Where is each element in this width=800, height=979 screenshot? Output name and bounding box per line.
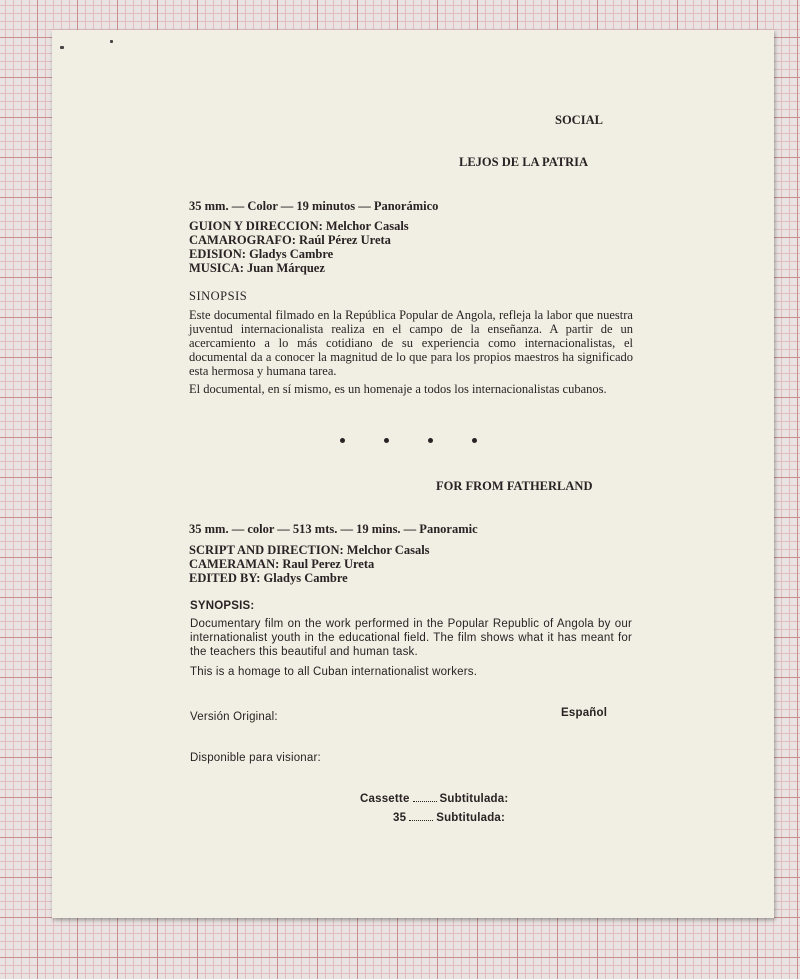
cassette-label: Cassette	[360, 793, 410, 805]
title-english: FOR FROM FATHERLAND	[436, 479, 593, 493]
dotted-leader	[413, 801, 437, 802]
category-heading: SOCIAL	[555, 113, 603, 127]
paper-mark	[60, 46, 64, 49]
section-separator	[340, 438, 490, 444]
synopsis-heading-spanish: SINOPSIS	[189, 289, 248, 303]
credit-line: CAMAROGRAFO: Raúl Pérez Ureta	[189, 233, 391, 247]
film-row	[393, 811, 505, 825]
synopsis-heading-english: SYNOPSIS:	[190, 600, 255, 612]
credit-line: EDISION: Gladys Cambre	[189, 247, 334, 261]
film-label: 35	[393, 812, 407, 824]
specs-spanish: 35 mm. — Color — 19 minutos — Panorámico	[189, 199, 439, 213]
cassette-subtitled: Subtitulada:	[439, 793, 509, 805]
available-label: Disponible para visionar:	[190, 752, 321, 764]
synopsis-paragraph-english: Documentary film on the work performed in the Popular Republic of Angola by our internationalist youth in the educational field. The film shows what it has meant for the teachers this beautiful and human task.	[190, 618, 632, 658]
paper-mark	[110, 40, 113, 43]
dotted-leader	[409, 820, 433, 821]
credit-line: SCRIPT AND DIRECTION: Melchor Casals	[189, 543, 430, 557]
separator-dot	[340, 438, 345, 443]
credit-line: EDITED BY: Gladys Cambre	[189, 571, 348, 585]
version-value: Español	[561, 707, 608, 719]
credit-line: GUION Y DIRECCION: Melchor Casals	[189, 219, 409, 233]
separator-dot	[472, 438, 477, 443]
cassette-row	[360, 792, 508, 806]
separator-dot	[384, 438, 389, 443]
separator-dot	[428, 438, 433, 443]
credit-line: MUSICA: Juan Márquez	[189, 261, 325, 275]
specs-english: 35 mm. — color — 513 mts. — 19 mins. — Panoramic	[189, 522, 478, 536]
film-subtitled: Subtitulada:	[436, 812, 506, 824]
title-spanish: LEJOS DE LA PATRIA	[459, 155, 589, 169]
synopsis-paragraph-spanish: El documental, en sí mismo, es un homenaje a todos los internacionalistas cubanos.	[189, 382, 607, 396]
synopsis-paragraph-english: This is a homage to all Cuban internationalist workers.	[190, 666, 478, 678]
document-sheet	[52, 30, 774, 918]
version-label: Versión Original:	[190, 711, 278, 723]
credit-line: CAMERAMAN: Raul Perez Ureta	[189, 557, 375, 571]
synopsis-paragraph-spanish: Este documental filmado en la República Popular de Angola, refleja la labor que nuestra juventud internacionalista realiza en el campo de la enseñanza. A partir de un acercamiento a lo más cotidiano de su experiencia como internacionalistas, el documental da a conocer la magnitud de lo que para los propios maestros ha significado esta hermosa y humana tarea.	[189, 308, 633, 378]
